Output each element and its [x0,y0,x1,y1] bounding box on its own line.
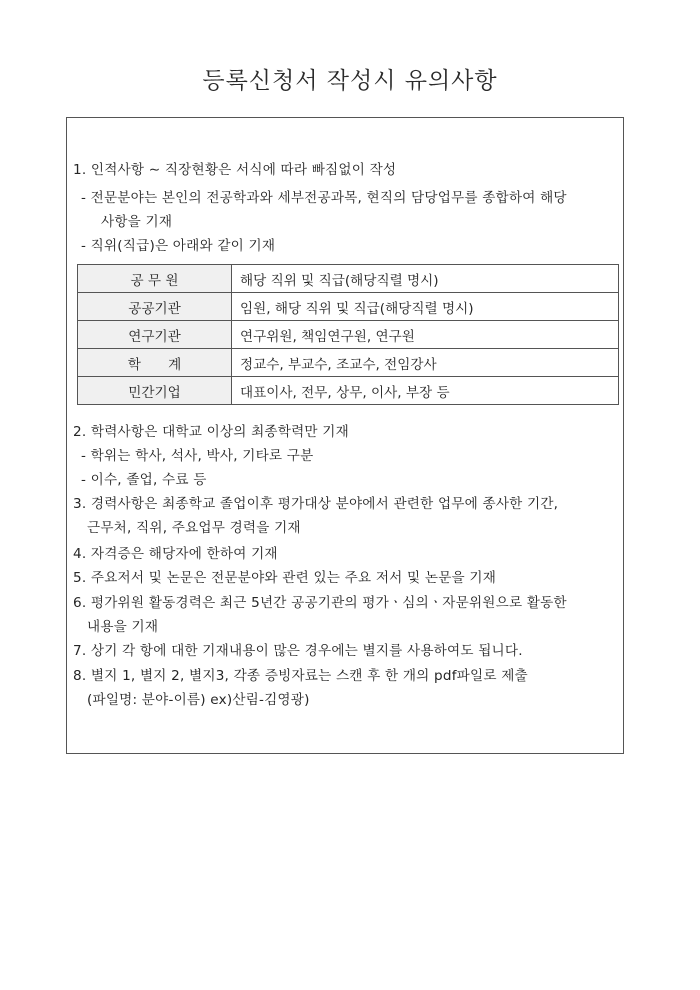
item-3-cont: 근무처, 직위, 주요업무 경력을 기재 [87,520,301,536]
table-description-cell: 연구위원, 책임연구원, 연구원 [232,321,619,349]
item-6: 6. 평가위원 활동경력은 최근 5년간 공공기관의 평가ㆍ심의ㆍ자문위원으로 활동한 [73,595,567,611]
table-description-cell: 해당 직위 및 직급(해당직렬 명시) [232,265,619,293]
item-6-cont: 내용을 기재 [87,619,159,635]
table-description-cell: 대표이사, 전무, 상무, 이사, 부장 등 [232,377,619,405]
table-description-cell: 임원, 해당 직위 및 직급(해당직렬 명시) [232,293,619,321]
notice-box [66,117,624,754]
item-4: 4. 자격증은 해당자에 한하여 기재 [73,546,278,562]
item-3: 3. 경력사항은 최종학교 졸업이후 평가대상 분야에서 관련한 업무에 종사한 기간, [73,496,559,512]
table-row [78,321,619,349]
item-5: 5. 주요저서 및 논문은 전문분야와 관련 있는 주요 저서 및 논문을 기재 [73,570,497,586]
item-1-sub-1-cont: 사항을 기재 [101,214,173,230]
table-category-cell: 공공기관 [78,293,232,321]
table-row [78,265,619,293]
item-2-sub-1: - 학위는 학사, 석사, 박사, 기타로 구분 [81,448,314,464]
table-row [78,293,619,321]
item-2: 2. 학력사항은 대학교 이상의 최종학력만 기재 [73,424,349,440]
item-7: 7. 상기 각 항에 대한 기재내용이 많은 경우에는 별지를 사용하여도 됩니다. [73,643,523,659]
item-8: 8. 별지 1, 별지 2, 별지3, 각종 증빙자료는 스캔 후 한 개의 pdf파일로 제출 [73,668,528,684]
table-category-cell: 공 무 원 [78,265,232,293]
item-2-sub-2: - 이수, 졸업, 수료 등 [81,472,207,488]
table-category-cell: 학 계 [78,349,232,377]
table-category-cell: 연구기관 [78,321,232,349]
item-8-cont: (파일명: 분야-이름) ex)산림-김영광) [87,692,310,708]
table-description-cell: 정교수, 부교수, 조교수, 전임강사 [232,349,619,377]
item-1-sub-1: - 전문분야는 본인의 전공학과와 세부전공과목, 현직의 담당업무를 종합하여 해당 [81,190,567,206]
table-row [78,377,619,405]
item-1-sub-2: - 직위(직급)은 아래와 같이 기재 [81,238,276,254]
page-title: 등록신청서 작성시 유의사항 [202,68,498,94]
position-table [77,264,619,405]
table-category-cell: 민간기업 [78,377,232,405]
table-row [78,349,619,377]
item-1: 1. 인적사항 ∼ 직장현황은 서식에 따라 빠짐없이 작성 [73,162,397,178]
